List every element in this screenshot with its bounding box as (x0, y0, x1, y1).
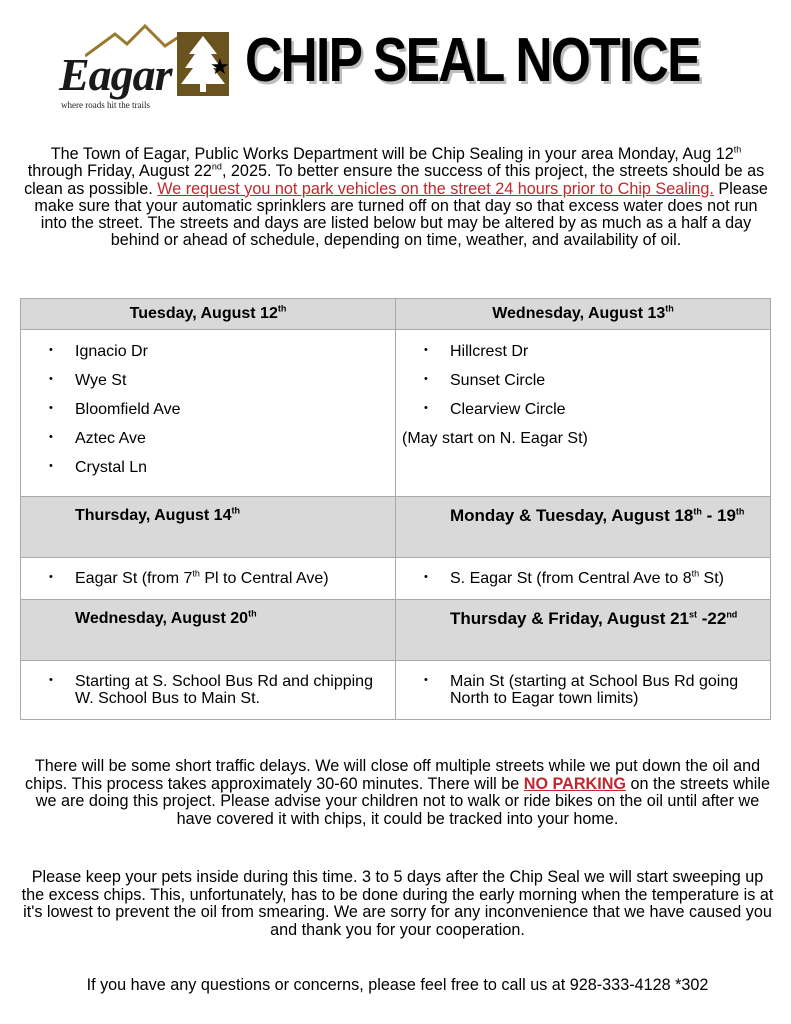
eagar-logo (55, 22, 235, 122)
logo-wordmark: Eagar (59, 49, 172, 100)
start-note: (May start on N. Eagar St) (402, 430, 588, 447)
list-item: • Aztec Ave (49, 430, 385, 447)
streets-monday-18 (396, 558, 771, 600)
list-item: • Eagar St (from 7th Pl to Central Ave) (49, 570, 375, 587)
day-header-thursday-14: Thursday, August 14th (21, 497, 396, 558)
pets-paragraph: Please keep your pets inside during this time. 3 to 5 days after the Chip Seal we will start sweeping up the excess chips. This, unfortunately, has to be done during the early morning when the temperature is at it's lowest to prevent the oil from smearing. We are sorry for any inconvenience that we have caused you and thank you for your cooperation. (21, 868, 774, 939)
day-header-thursday-21: Thursday & Friday, August 21st -22nd (396, 600, 771, 661)
day-header-wednesday-13: Wednesday, August 13th (396, 299, 771, 330)
list-item: • Main St (starting at School Bus Rd going North to Eagar town limits) (424, 673, 750, 707)
traffic-delay-paragraph: There will be some short traffic delays. We will close off multiple streets while we put down the oil and chips. This process takes approximately 30-60 minutes. There will be NO PARKING on the streets while we are doing this project. Please advise your children not to walk or ride bikes on the oil until after we have covered it with chips, it could be tracked into your home. (25, 757, 770, 828)
star-icon: ★ (210, 54, 230, 79)
parking-request: We request you not park vehicles on the street 24 hours prior to Chip Sealing. (157, 179, 714, 198)
list-item: • Hillcrest Dr (424, 343, 760, 360)
schedule-table (20, 298, 771, 720)
no-parking-warning: NO PARKING (523, 774, 626, 793)
contact-line: If you have any questions or concerns, please feel free to call us at 928-333-4128 *302 (86, 976, 709, 994)
day-header-monday-18: Monday & Tuesday, August 18th - 19th (396, 497, 771, 558)
day-header-wednesday-20: Wednesday, August 20th (21, 600, 396, 661)
streets-tuesday-12 (21, 330, 396, 497)
intro-paragraph: The Town of Eagar, Public Works Department will be Chip Sealing in your area Monday, Aug 12th through Friday, August 22nd, 2025. To better ensure the success of this project, the streets should be as clean as possible. We request you not park vehicles on the street 24 hours prior to Chip Sealing. Please make sure that your automatic sprinklers are turned off on that day so that excess water does not run into the street. The streets and days are listed below but may be altered by as much as a half a day behind or ahead of schedule, depending on time, weather, and availability of oil. (24, 144, 768, 250)
streets-thursday-21 (396, 661, 771, 720)
list-item: • S. Eagar St (from Central Ave to 8th St) (424, 570, 750, 587)
list-item: • Bloomfield Ave (49, 401, 385, 418)
streets-thursday-14 (21, 558, 396, 600)
list-item: • Wye St (49, 372, 385, 389)
list-item: • Ignacio Dr (49, 343, 385, 360)
header (55, 22, 755, 132)
page-title: CHIP SEAL NOTICE (245, 26, 700, 95)
list-item: • Crystal Ln (49, 459, 385, 476)
day-header-tuesday-12: Tuesday, August 12th (21, 299, 396, 330)
logo-tagline: where roads hit the trails (61, 100, 150, 110)
list-item: • Clearview Circle (424, 401, 760, 418)
list-item: • Sunset Circle (424, 372, 760, 389)
list-item: • Starting at S. School Bus Rd and chipping W. School Bus to Main St. (49, 673, 375, 707)
streets-wednesday-13 (396, 330, 771, 497)
streets-wednesday-20 (21, 661, 396, 720)
